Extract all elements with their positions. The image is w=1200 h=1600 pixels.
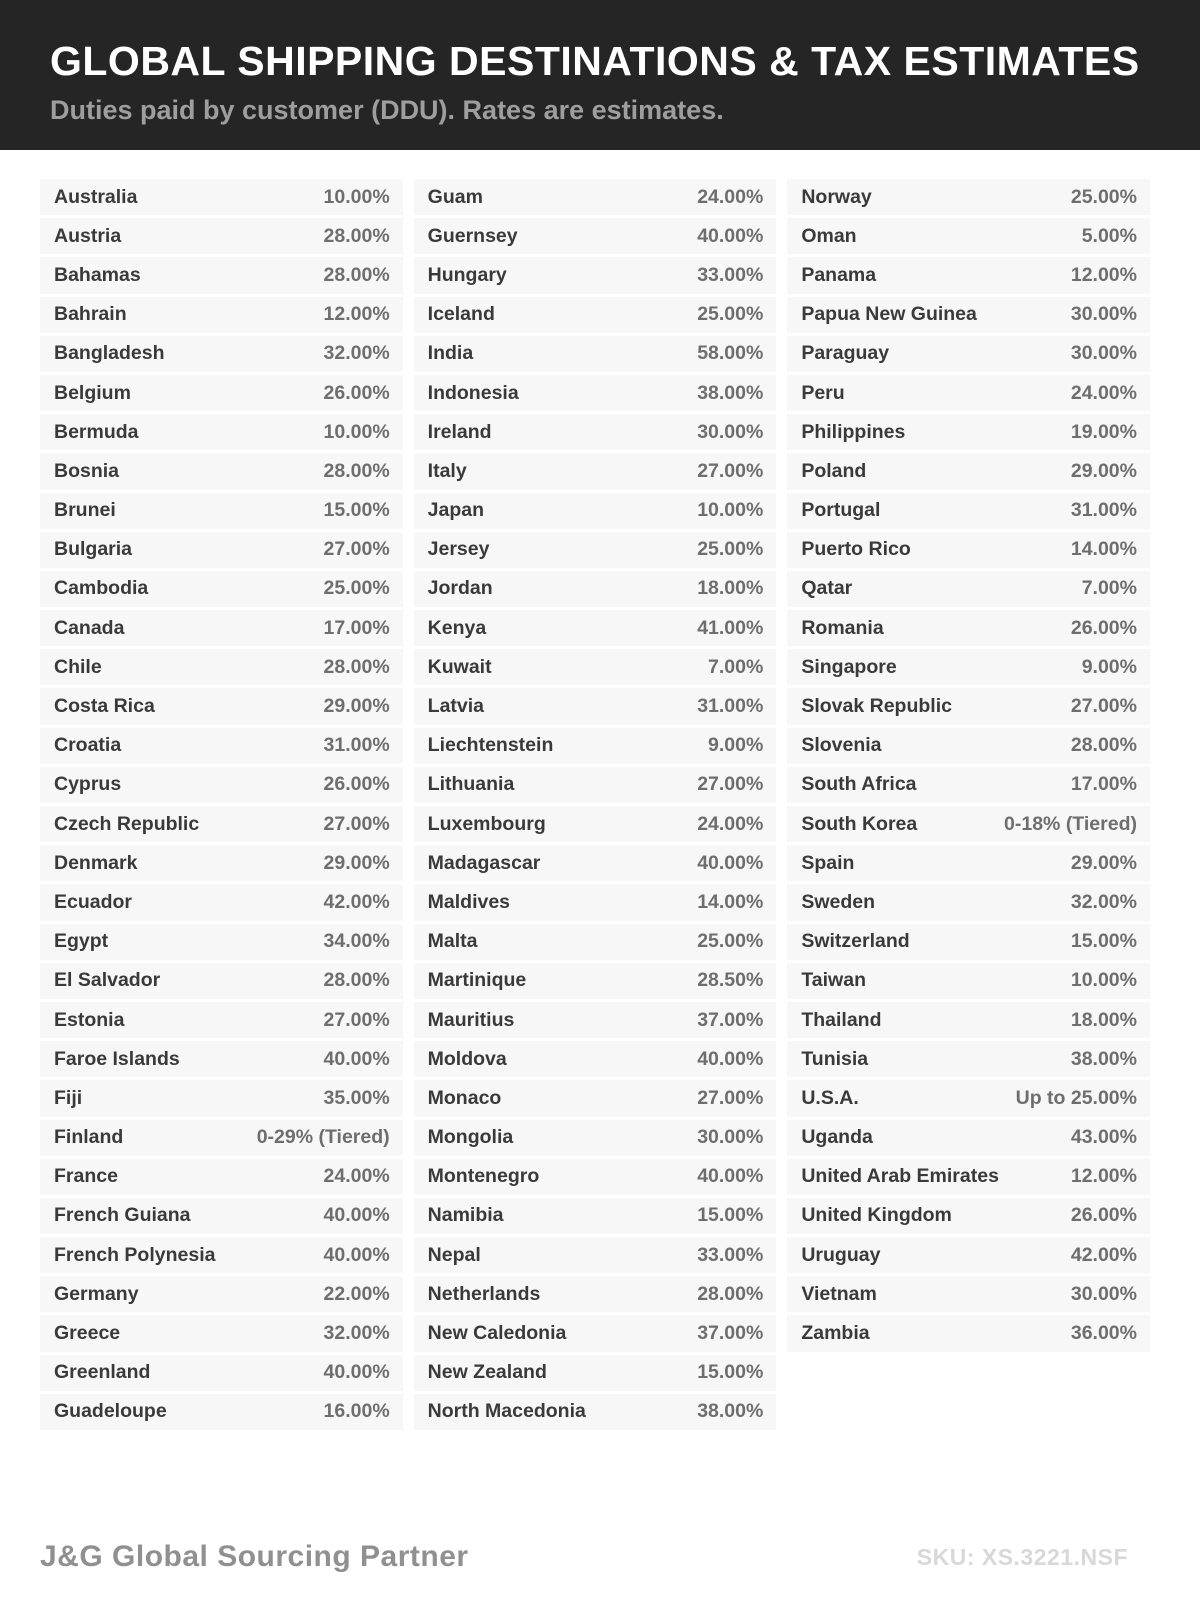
country-name: Egypt [54, 930, 109, 953]
table-row [787, 1198, 1150, 1234]
tax-rate: 26.00% [1070, 616, 1137, 639]
table-row [40, 179, 403, 215]
country-name: New Zealand [427, 1361, 547, 1384]
table-row [787, 453, 1150, 489]
tax-rate: 29.00% [323, 851, 390, 874]
tax-rate: 31.00% [697, 695, 764, 718]
tax-rate: 36.00% [1070, 1322, 1137, 1345]
country-name: Singapore [801, 655, 897, 678]
tax-rate: 24.00% [697, 185, 764, 208]
table-row [40, 1159, 403, 1195]
tax-rate: 30.00% [697, 1126, 764, 1149]
table-row [414, 1355, 777, 1391]
country-name: France [54, 1165, 118, 1188]
tax-rate: 24.00% [697, 812, 764, 835]
country-name: Papua New Guinea [801, 303, 977, 326]
tax-rate: 27.00% [697, 1086, 764, 1109]
tax-rate: 31.00% [323, 734, 390, 757]
table-row [40, 963, 403, 999]
country-name: Guadeloupe [54, 1400, 167, 1423]
tax-rate: 28.00% [697, 1282, 764, 1305]
country-name: Austria [54, 224, 122, 247]
table-row [787, 924, 1150, 960]
table-row [787, 1276, 1150, 1312]
table-row [787, 336, 1150, 372]
country-name: Bahrain [54, 303, 127, 326]
tax-rate: 30.00% [1070, 303, 1137, 326]
tax-rate: 18.00% [697, 577, 764, 600]
country-name: Germany [54, 1282, 139, 1305]
table-row [40, 1276, 403, 1312]
country-name: Greenland [54, 1361, 151, 1384]
tax-rate: 25.00% [697, 930, 764, 953]
table-row [787, 1237, 1150, 1273]
table-row [40, 218, 403, 254]
country-name: Bosnia [54, 459, 120, 482]
tax-rate: 37.00% [697, 1322, 764, 1345]
country-name: Bahamas [54, 263, 141, 286]
country-name: Portugal [801, 499, 881, 522]
tax-rate: 24.00% [323, 1165, 390, 1188]
country-name: Bulgaria [54, 538, 133, 561]
table-row [40, 414, 403, 450]
table-row [414, 218, 777, 254]
country-name: Guernsey [427, 224, 518, 247]
country-name: Uganda [801, 1126, 873, 1149]
tax-rate: 40.00% [697, 1047, 764, 1070]
tax-rate: 31.00% [1070, 499, 1137, 522]
table-row [414, 649, 777, 685]
tax-rate: 5.00% [1081, 224, 1137, 247]
tax-rate: 27.00% [1070, 695, 1137, 718]
table-row [414, 1002, 777, 1038]
tax-rate: 32.00% [323, 1322, 390, 1345]
country-name: French Polynesia [54, 1243, 216, 1266]
table-row [40, 571, 403, 607]
table-row [414, 179, 777, 215]
country-name: Czech Republic [54, 812, 200, 835]
table-row [787, 532, 1150, 568]
tax-rate: 40.00% [323, 1047, 390, 1070]
country-name: Mongolia [427, 1126, 514, 1149]
table-row [40, 1237, 403, 1273]
country-name: Poland [801, 459, 867, 482]
tax-rate: 37.00% [697, 1008, 764, 1031]
country-name: Ecuador [54, 890, 133, 913]
tax-rate: 12.00% [1070, 263, 1137, 286]
country-name: Greece [54, 1322, 121, 1345]
table-row [414, 1159, 777, 1195]
country-name: Brunei [54, 499, 116, 522]
table-row [40, 610, 403, 646]
table-row [40, 728, 403, 764]
country-name: Oman [801, 224, 857, 247]
country-name: United Arab Emirates [801, 1165, 999, 1188]
tax-rate: 14.00% [1070, 538, 1137, 561]
tax-rate: 10.00% [1070, 969, 1137, 992]
table-row [414, 728, 777, 764]
country-name: Slovenia [801, 734, 882, 757]
tax-rate: 18.00% [1070, 1008, 1137, 1031]
country-name: Thailand [801, 1008, 882, 1031]
country-name: Cyprus [54, 773, 122, 796]
country-name: Kenya [427, 616, 487, 639]
country-name: El Salvador [54, 969, 161, 992]
tax-rate: 9.00% [708, 734, 764, 757]
table-row [40, 1080, 403, 1116]
tax-rate: 17.00% [323, 616, 390, 639]
country-name: Spain [801, 851, 855, 874]
tax-rate: 28.00% [323, 969, 390, 992]
tax-rate: 9.00% [1081, 655, 1137, 678]
tax-rate: 38.00% [697, 1400, 764, 1423]
table-row [40, 924, 403, 960]
page-subtitle: Duties paid by customer (DDU). Rates are estimates. [50, 95, 724, 125]
table-row [787, 414, 1150, 450]
country-name: Australia [54, 185, 138, 208]
country-name: Zambia [801, 1322, 870, 1345]
tax-rate: 26.00% [323, 773, 390, 796]
table-row [787, 806, 1150, 842]
table-row [40, 806, 403, 842]
tax-rate: 26.00% [1070, 1204, 1137, 1227]
tax-rate: 40.00% [323, 1361, 390, 1384]
table-row [787, 493, 1150, 529]
tax-rate: 28.00% [323, 263, 390, 286]
tax-rate: 10.00% [323, 420, 390, 443]
country-name: Liechtenstein [427, 734, 554, 757]
table-row [787, 610, 1150, 646]
tax-rate: 28.00% [1070, 734, 1137, 757]
table-row [414, 336, 777, 372]
table-row [414, 1237, 777, 1273]
country-name: Slovak Republic [801, 695, 952, 718]
table-row [40, 884, 403, 920]
tax-rate: 35.00% [323, 1086, 390, 1109]
country-name: Jersey [427, 538, 490, 561]
table-row [414, 493, 777, 529]
tax-rate: 40.00% [697, 224, 764, 247]
country-name: Kuwait [427, 655, 492, 678]
tax-rate: 15.00% [697, 1361, 764, 1384]
table-row [787, 1120, 1150, 1156]
table-row [414, 1394, 777, 1430]
country-name: Montenegro [427, 1165, 540, 1188]
country-name: South Korea [801, 812, 918, 835]
table-row [414, 532, 777, 568]
table-row [414, 1198, 777, 1234]
table-row [40, 453, 403, 489]
table-row [414, 257, 777, 293]
tax-rate: 41.00% [697, 616, 764, 639]
table-row [787, 1080, 1150, 1116]
tax-rate: 30.00% [1070, 342, 1137, 365]
table-row [40, 688, 403, 724]
tax-rate: 43.00% [1070, 1126, 1137, 1149]
tax-rate: 30.00% [697, 420, 764, 443]
table-row [414, 610, 777, 646]
country-name: India [427, 342, 474, 365]
country-name: United Kingdom [801, 1204, 952, 1227]
country-name: Namibia [427, 1204, 504, 1227]
country-name: Iceland [427, 303, 495, 326]
tax-rate: Up to 25.00% [1015, 1086, 1137, 1109]
tax-rate: 14.00% [697, 890, 764, 913]
tax-rate: 0-18% (Tiered) [1004, 812, 1137, 835]
table-row [414, 453, 777, 489]
country-name: Japan [427, 499, 485, 522]
tax-rate: 15.00% [323, 499, 390, 522]
table-row [414, 1315, 777, 1351]
table-row [40, 1394, 403, 1430]
country-name: Cambodia [54, 577, 149, 600]
tax-rate: 25.00% [323, 577, 390, 600]
tax-rate: 7.00% [708, 655, 764, 678]
tax-rate: 7.00% [1081, 577, 1137, 600]
table-row [40, 649, 403, 685]
table-row [40, 257, 403, 293]
country-name: Maldives [427, 890, 511, 913]
tax-rate: 38.00% [697, 381, 764, 404]
table-row [40, 1041, 403, 1077]
country-name: Estonia [54, 1008, 125, 1031]
country-name: Romania [801, 616, 884, 639]
country-name: Guam [427, 185, 483, 208]
tax-rate: 15.00% [1070, 930, 1137, 953]
country-name: Belgium [54, 381, 131, 404]
tax-rate: 33.00% [697, 263, 764, 286]
table-row [787, 963, 1150, 999]
country-name: Taiwan [801, 969, 866, 992]
country-name: Latvia [427, 695, 485, 718]
country-name: Bermuda [54, 420, 139, 443]
tax-rate: 28.00% [323, 459, 390, 482]
tax-rate: 40.00% [323, 1243, 390, 1266]
table-row [414, 767, 777, 803]
country-name: Tunisia [801, 1047, 869, 1070]
table-row [40, 375, 403, 411]
country-name: Canada [54, 616, 125, 639]
tax-rate: 10.00% [697, 499, 764, 522]
country-name: Denmark [54, 851, 138, 874]
table-row [414, 375, 777, 411]
tax-rate: 28.00% [323, 655, 390, 678]
tax-rate: 22.00% [323, 1282, 390, 1305]
header-banner [0, 0, 1200, 150]
table-row [414, 1120, 777, 1156]
tax-rate: 25.00% [1070, 185, 1137, 208]
country-name: Croatia [54, 734, 122, 757]
country-name: Moldova [427, 1047, 507, 1070]
table-row [787, 571, 1150, 607]
table-row [414, 414, 777, 450]
country-name: Mauritius [427, 1008, 515, 1031]
table-row [787, 297, 1150, 333]
table-row [414, 924, 777, 960]
table-row [787, 649, 1150, 685]
country-name: Ireland [427, 420, 492, 443]
tax-rate: 29.00% [1070, 459, 1137, 482]
table-row [414, 571, 777, 607]
country-name: Uruguay [801, 1243, 881, 1266]
tax-rate: 29.00% [323, 695, 390, 718]
country-name: Hungary [427, 263, 507, 286]
tax-rate: 40.00% [697, 851, 764, 874]
tax-rate: 32.00% [1070, 890, 1137, 913]
table-row [787, 728, 1150, 764]
rate-column [40, 179, 403, 1433]
country-name: Puerto Rico [801, 538, 911, 561]
tax-rate: 30.00% [1070, 1282, 1137, 1305]
country-name: Philippines [801, 420, 906, 443]
country-name: Madagascar [427, 851, 541, 874]
tax-rate: 58.00% [697, 342, 764, 365]
country-name: U.S.A. [801, 1086, 859, 1109]
table-row [414, 1276, 777, 1312]
tax-rate: 27.00% [323, 1008, 390, 1031]
table-row [414, 806, 777, 842]
table-row [414, 963, 777, 999]
tax-rate: 33.00% [697, 1243, 764, 1266]
table-row [787, 845, 1150, 881]
country-name: Nepal [427, 1243, 481, 1266]
tax-rate: 42.00% [323, 890, 390, 913]
country-name: French Guiana [54, 1204, 191, 1227]
table-row [414, 884, 777, 920]
table-row [787, 1002, 1150, 1038]
country-name: Norway [801, 185, 872, 208]
country-name: Monaco [427, 1086, 502, 1109]
rate-column [414, 179, 777, 1433]
tax-rate: 25.00% [697, 303, 764, 326]
tax-rate: 27.00% [323, 812, 390, 835]
table-row [787, 1041, 1150, 1077]
table-row [40, 1315, 403, 1351]
table-row [40, 532, 403, 568]
tax-rate: 25.00% [697, 538, 764, 561]
rates-table [40, 179, 1150, 1433]
table-row [40, 493, 403, 529]
country-name: Switzerland [801, 930, 910, 953]
country-name: Malta [427, 930, 478, 953]
table-row [414, 688, 777, 724]
country-name: Lithuania [427, 773, 515, 796]
tax-rate: 40.00% [697, 1165, 764, 1188]
tax-rate: 27.00% [697, 459, 764, 482]
country-name: Fiji [54, 1086, 83, 1109]
table-row [787, 688, 1150, 724]
country-name: Chile [54, 655, 102, 678]
table-row [787, 375, 1150, 411]
tax-rate: 27.00% [697, 773, 764, 796]
table-row [787, 1315, 1150, 1351]
tax-rate: 12.00% [1070, 1165, 1137, 1188]
table-row [787, 767, 1150, 803]
tax-rate: 38.00% [1070, 1047, 1137, 1070]
table-row [787, 218, 1150, 254]
country-name: Peru [801, 381, 845, 404]
tax-rate: 40.00% [323, 1204, 390, 1227]
country-name: Qatar [801, 577, 853, 600]
page-title: GLOBAL SHIPPING DESTINATIONS & TAX ESTIMATES [50, 38, 1140, 84]
tax-rate: 27.00% [323, 538, 390, 561]
table-row [787, 257, 1150, 293]
country-name: North Macedonia [427, 1400, 586, 1423]
country-name: Netherlands [427, 1282, 541, 1305]
brand-name: J&G Global Sourcing Partner [40, 1540, 469, 1573]
tax-rate: 10.00% [323, 185, 390, 208]
country-name: Martinique [427, 969, 527, 992]
table-row [40, 1002, 403, 1038]
country-name: Jordan [427, 577, 493, 600]
table-row [40, 336, 403, 372]
country-name: South Africa [801, 773, 917, 796]
tax-rate: 26.00% [323, 381, 390, 404]
tax-rate: 19.00% [1070, 420, 1137, 443]
tax-rate: 0-29% (Tiered) [256, 1126, 390, 1149]
table-row [40, 845, 403, 881]
table-row [787, 179, 1150, 215]
table-row [414, 1080, 777, 1116]
country-name: Italy [427, 459, 467, 482]
tax-rate: 42.00% [1070, 1243, 1137, 1266]
country-name: New Caledonia [427, 1322, 567, 1345]
tax-rate: 34.00% [323, 930, 390, 953]
table-row [40, 767, 403, 803]
country-name: Costa Rica [54, 695, 155, 718]
tax-rate: 28.00% [323, 224, 390, 247]
table-row [414, 297, 777, 333]
tax-rate: 15.00% [697, 1204, 764, 1227]
tax-rate: 24.00% [1070, 381, 1137, 404]
country-name: Luxembourg [427, 812, 546, 835]
country-name: Vietnam [801, 1282, 877, 1305]
table-row [40, 297, 403, 333]
country-name: Finland [54, 1126, 124, 1149]
footer [40, 1540, 1128, 1574]
rate-column [787, 179, 1150, 1355]
country-name: Bangladesh [54, 342, 165, 365]
country-name: Sweden [801, 890, 876, 913]
table-row [787, 884, 1150, 920]
tax-rate: 28.50% [697, 969, 764, 992]
table-row [40, 1120, 403, 1156]
tax-rate: 17.00% [1070, 773, 1137, 796]
table-row [40, 1355, 403, 1391]
table-row [414, 845, 777, 881]
country-name: Faroe Islands [54, 1047, 180, 1070]
country-name: Panama [801, 263, 877, 286]
country-name: Indonesia [427, 381, 519, 404]
table-row [787, 1159, 1150, 1195]
table-row [40, 1198, 403, 1234]
tax-rate: 12.00% [323, 303, 390, 326]
country-name: Paraguay [801, 342, 890, 365]
tax-rate: 32.00% [323, 342, 390, 365]
sku-label: SKU: XS.3221.NSF [916, 1543, 1128, 1570]
tax-rate: 29.00% [1070, 851, 1137, 874]
table-row [414, 1041, 777, 1077]
tax-rate: 16.00% [323, 1400, 390, 1423]
